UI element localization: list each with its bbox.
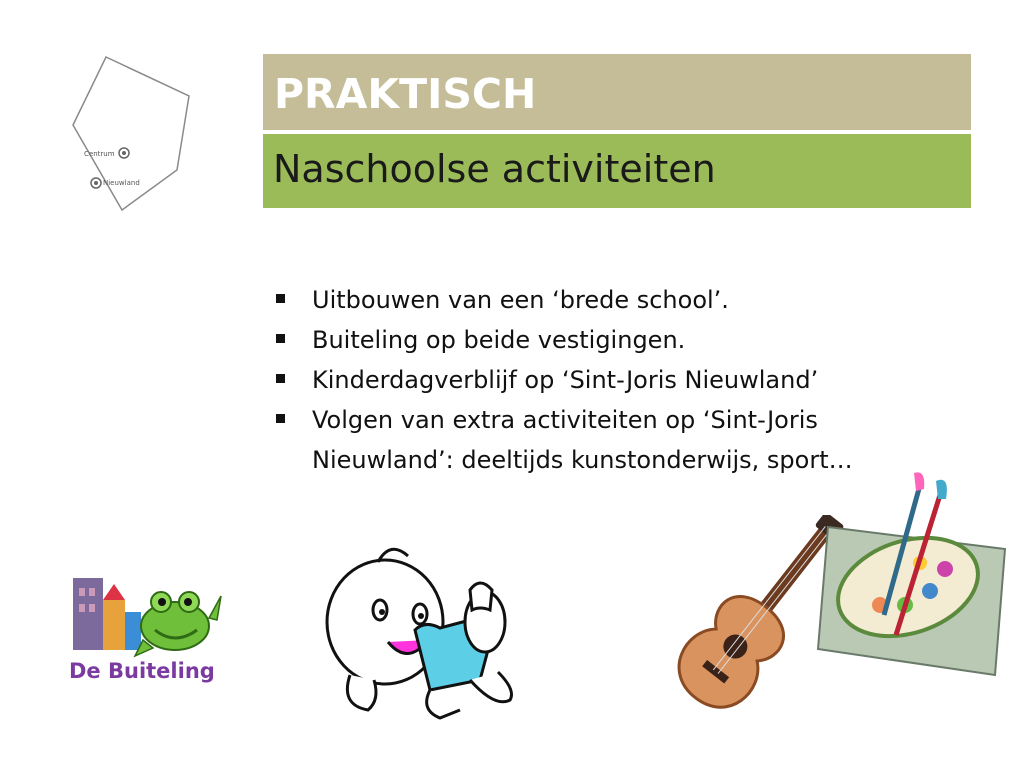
bullet-square-icon — [276, 414, 285, 423]
frog-icon — [135, 592, 221, 656]
logo-text: De Buiteling — [69, 659, 215, 683]
list-item: Buiteling op beide vestigingen. — [272, 320, 962, 360]
bullet-list — [272, 280, 962, 480]
bullet-square-icon — [276, 294, 285, 303]
list-item: Volgen van extra activiteiten op ‘Sint-Joris Nieuwland’: deeltijds kunstonderwijs, sport… — [272, 400, 962, 480]
map-outline-icon — [62, 52, 202, 217]
page-title: PRAKTISCH — [263, 54, 971, 130]
bullet-square-icon — [276, 374, 285, 383]
page-subtitle: Naschoolse activiteiten — [263, 134, 971, 208]
paint-palette-icon — [800, 465, 1015, 685]
list-item: Kinderdagverblijf op ‘Sint-Joris Nieuwland’ — [272, 360, 962, 400]
bullet-square-icon — [276, 334, 285, 343]
map-label-nieuwland: Nieuwland — [103, 179, 140, 187]
map-label-centrum: Centrum — [84, 150, 115, 158]
de-buiteling-logo — [65, 570, 225, 688]
crawling-baby-icon — [320, 540, 530, 730]
list-item: Uitbouwen van een ‘brede school’. — [272, 280, 962, 320]
